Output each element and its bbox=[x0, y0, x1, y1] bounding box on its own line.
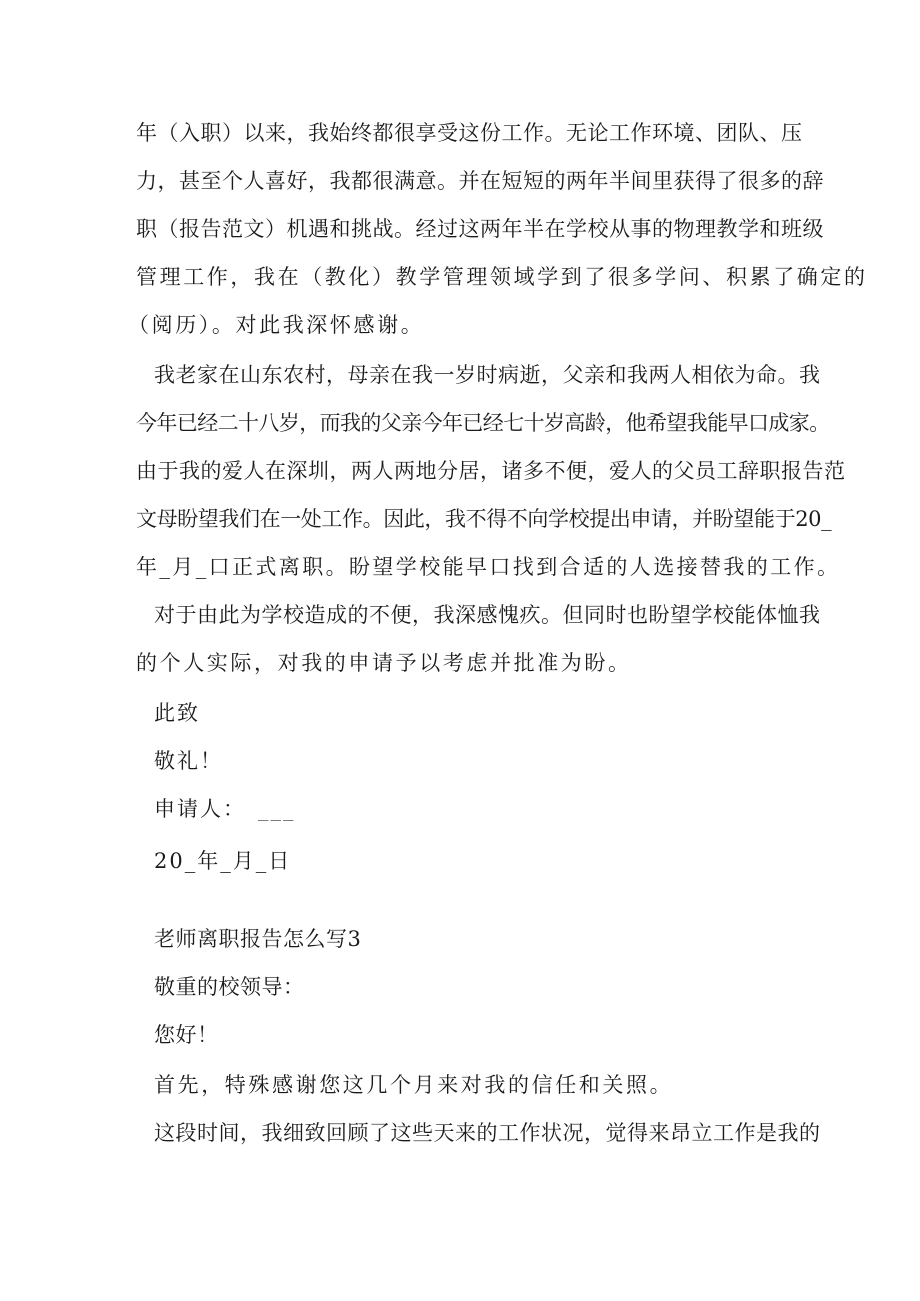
section-3-hello: 您好！ bbox=[154, 1023, 219, 1047]
closing-regards: 敬礼！ bbox=[154, 749, 223, 773]
section-3-line-2: 这段时间，我细致回顾了这些天来的工作状况，觉得来昂立工作是我的 bbox=[154, 1121, 821, 1145]
applicant-signature-line bbox=[154, 794, 296, 824]
paragraph-2-line-3: 由于我的爱人在深圳，两人两地分居，诸多不便，爱人的父员工辞职报告范 bbox=[136, 459, 846, 483]
paragraph-3-line-2: 的个人实际，对我的申请予以考虑并批准为盼。 bbox=[136, 651, 632, 675]
paragraph-1-line-4: 管理工作，我在（教化）教学管理领域学到了很多学问、积累了确定的 bbox=[136, 265, 868, 289]
closing-date: 20_年_月_日 bbox=[154, 849, 292, 873]
paragraph-2-line-5: 年_月_口正式离职。盼望学校能早口找到合适的人选接替我的工作。 bbox=[136, 555, 841, 579]
paragraph-3-line-1: 对于由此为学校造成的不便，我深感愧疚。但同时也盼望学校能体恤我 bbox=[154, 603, 821, 627]
closing-salutation: 此致 bbox=[154, 701, 200, 725]
applicant-label: 申请人： bbox=[154, 797, 246, 821]
paragraph-2-line-4: 文母盼望我们在一处工作。因此，我不得不向学校提出申请，并盼望能于20_ bbox=[136, 507, 832, 531]
paragraph-1-line-2: 力，甚至个人喜好，我都很满意。并在短短的两年半间里获得了很多的辞 bbox=[136, 169, 824, 193]
paragraph-2-line-2: 今年已经二十八岁，而我的父亲今年已经七十岁高龄，他希望我能早口成家。 bbox=[136, 411, 830, 435]
section-3-line-1: 首先，特殊感谢您这几个月来对我的信任和关照。 bbox=[154, 1073, 674, 1097]
paragraph-1-line-5: （阅历）。对此我深怀感谢。 bbox=[128, 313, 425, 337]
paragraph-2-line-1: 我老家在山东农村，母亲在我一岁时病逝，父亲和我两人相依为命。我 bbox=[154, 363, 821, 387]
section-3-title: 老师离职报告怎么写3 bbox=[154, 927, 362, 951]
paragraph-1-line-1: 年（入职）以来，我始终都很享受这份工作。无论工作环境、团队、压 bbox=[136, 121, 803, 145]
section-3-greeting: 敬重的校领导： bbox=[154, 975, 305, 999]
paragraph-1-line-3: 职（报告范文）机遇和挑战。经过这两年半在学校从事的物理教学和班级 bbox=[136, 217, 824, 241]
applicant-blank: ___ bbox=[258, 797, 296, 821]
